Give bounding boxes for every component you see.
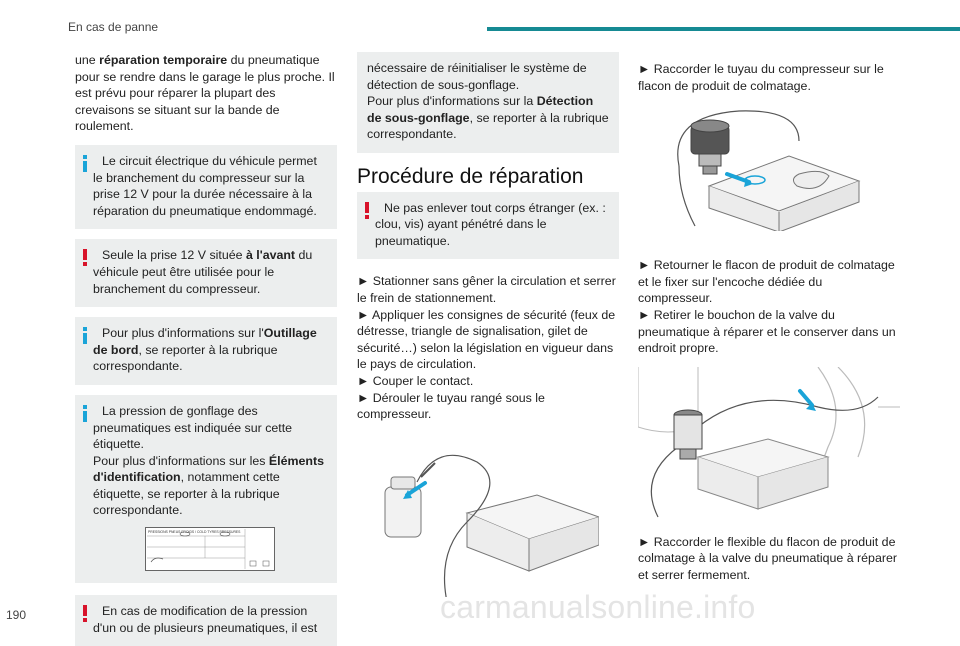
step: ► Dérouler le tuyau rangé sous le compresseur. — [357, 390, 545, 422]
info-note-tools: Pour plus d'informations sur l'Outillage de bord, se reporter à la rubrique correspondante. — [75, 317, 337, 385]
valve-connection-illustration — [638, 367, 900, 522]
warning-note-socket: Seule la prise 12 V située à l'avant du véhicule peut être utilisée pour le branchement du compresseur. — [75, 239, 337, 307]
tyre-pressure-label-image — [145, 527, 275, 571]
step: ► Couper le contact. — [357, 373, 474, 388]
header-accent-bar — [487, 27, 960, 31]
compressor-hose-illustration — [377, 437, 599, 597]
step: ► Stationner sans gêner la circulation et serrer le frein de stationnement. — [357, 274, 616, 305]
step: ► Appliquer les consignes de sécurité (feux de détresse, triangle de signalisation, gilet de sécurité…) selon la législation en vigueur dans le pays de circulation. — [357, 307, 616, 372]
warning-note-foreign-body: Ne pas enlever tout corps étranger (ex. : clou, vis) ayant pénétré dans le pneumatique. — [357, 192, 619, 260]
column-1 — [75, 52, 337, 646]
watermark: carmanualsonline.info — [440, 589, 756, 625]
info-icon — [83, 327, 87, 345]
step: ► Retirer le bouchon de la valve du pneumatique à réparer et le conserver dans un endroit propre. — [638, 307, 896, 356]
warning-note-pressure-change: En cas de modification de la pression d'un ou de plusieurs pneumatiques, il est — [75, 595, 337, 646]
page-number: 190 — [6, 608, 27, 622]
section-title: En cas de panne — [68, 20, 159, 34]
procedure-steps — [357, 273, 619, 422]
info-icon — [83, 155, 87, 173]
info-note-pressure: La pression de gonflage des pneumatiques est indiquée sur cette étiquette. Pour plus d'informations sur les Éléments d'identification, notamment cette étiquette, se reporter à la rubrique correspondante. PRESSIONS PNEUS FROIDS / COLD TYRES PRESSURES — [75, 395, 337, 583]
step: ► Retourner le flacon de produit de colmatage et le fixer sur l'encoche dédiée du compresseur. — [638, 258, 895, 306]
info-note-electrical: Le circuit électrique du véhicule permet le branchement du compresseur sur la prise 12 V pour la durée nécessaire à la réparation du pneumatique endommagé. — [75, 145, 337, 229]
warning-icon — [83, 605, 87, 623]
label-title: PRESSIONS PNEUS FROIDS / COLD TYRES PRESSURES — [148, 530, 241, 535]
warning-icon — [83, 249, 87, 267]
step: ► Raccorder le tuyau du compresseur sur le flacon de produit de colmatage. — [638, 62, 884, 93]
section-heading: Procédure de réparation — [357, 164, 584, 188]
sealant-bottle-connection-illustration — [669, 106, 869, 231]
column-3 — [638, 61, 900, 584]
warning-icon — [365, 202, 369, 220]
info-note-continued: nécessaire de réinitialiser le système de détection de sous-gonflage. Pour plus d'informations sur la Détection de sous-gonflage, se reporter à la rubrique correspondante. — [357, 52, 619, 153]
column-2 — [357, 52, 619, 597]
intro-paragraph: une réparation temporaire du pneumatique pour se rendre dans le garage le plus proche. Il est prévu pour réparer la plupart des crevaisons se situant sur la bande de roulement. — [75, 53, 335, 134]
step: ► Raccorder le flexible du flacon de produit de colmatage à la valve du pneumatique à réparer et serrer fermement. — [638, 534, 897, 582]
info-icon — [83, 405, 87, 423]
